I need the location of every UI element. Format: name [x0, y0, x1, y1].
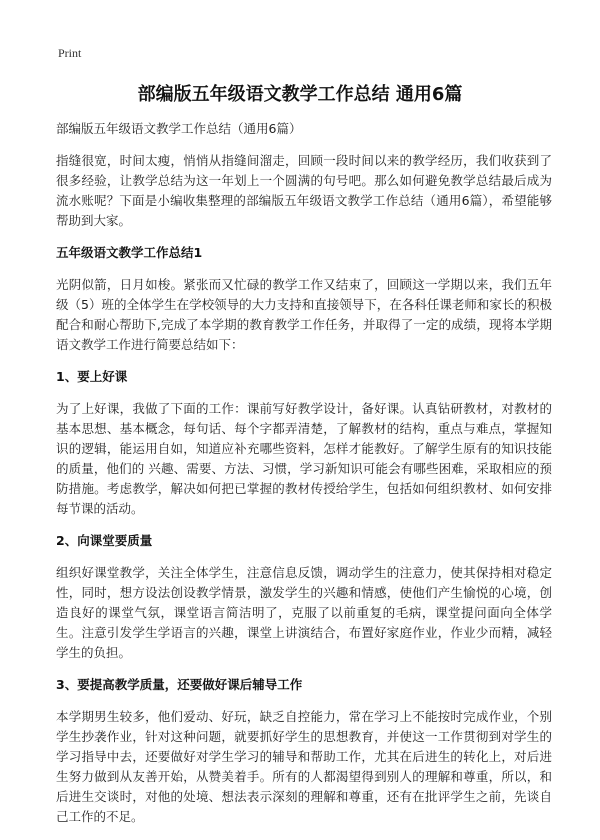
point-paragraph-2: 组织好课堂教学，关注全体学生，注意信息反馈，调动学生的注意力，使其保持相对稳定性，同时，想方设法创设教学情景，激发学生的兴趣和情感，使他们产生愉悦的心境，创造良好的课堂气氛，课堂语言简洁明了，克服了以前重复的毛病，课堂提问面向全体学生。注意引发学生学语言的兴趣，课堂上讲演结合，布置好家庭作业，作业少而精，减轻学生的负担。: [56, 565, 552, 660]
intro-paragraph: 指缝很宽，时间太瘦，悄悄从指缝间溜走，回顾一段时间以来的教学经历，我们收获到了很多经验，让教学总结为这一年划上一个圆满的句号吧。那么如何避免教学总结最后成为流水账呢？下面是小编收集整理的部编版五年级语文教学工作总结（通用6篇），希望能够帮助到大家。: [56, 153, 552, 228]
point-paragraph-3: 本学期男生较多，他们爱动、好玩，缺乏自控能力，常在学习上不能按时完成作业，个别学生抄袭作业，针对这种问题，就要抓好学生的思想教育，并使这一工作贯彻到对学生的学习指导中去，还要做好对学生学习的辅导和帮助工作，尤其在后进生的转化上，对后进生努力做到从友善开始，从赞美着手。所有的人都渴望得到别人的理解和尊重，所以，和后进生交谈时，对他的处境、想法表示深刻的理解和尊重，还有在批评学生之前，先谈自己工作的不足。: [56, 709, 552, 824]
document-body: [56, 120, 552, 840]
point-heading-3: 3、要提高教学质量，还要做好课后辅导工作: [56, 677, 303, 692]
point-heading-2: 2、向课堂要质量: [56, 533, 153, 548]
point-heading-1: 1、要上好课: [56, 369, 128, 384]
section-intro-paragraph: 光阴似箭，日月如梭。紧张而又忙碌的教学工作又结束了，回顾这一学期以来，我们五年级（5）班的全体学生在学校领导的大力支持和直接领导下，在各科任课老师和家长的积极配合和耐心帮助下,完成了本学期的教育教学工作任务，并取得了一定的成绩，现将本学期语文教学工作进行简要总结如下：: [56, 277, 552, 352]
document-subtitle: 部编版五年级语文教学工作总结（通用6篇）: [56, 121, 302, 136]
section-heading: 五年级语文教学工作总结1: [56, 245, 203, 260]
print-label[interactable]: Print: [58, 46, 82, 60]
document-title: 部编版五年级语文教学工作总结 通用6篇: [137, 84, 463, 105]
point-paragraph-1: 为了上好课，我做了下面的工作：课前写好教学设计，备好课。认真钻研教材，对教材的基本思想、基本概念，每句话、每个字都弄清楚，了解教材的结构，重点与难点，掌握知识的逻辑，能运用自如，知道应补充哪些资料，怎样才能教好。了解学生原有的知识技能的质量，他们的 兴趣、需要、方法、习惯，学习新知识可能会有哪些困难，采取相应的预防措施。考虑教学，解决如何把已掌握的教材传授给学生，包括如何组织教材、如何安排每节课的活动。: [56, 401, 552, 516]
